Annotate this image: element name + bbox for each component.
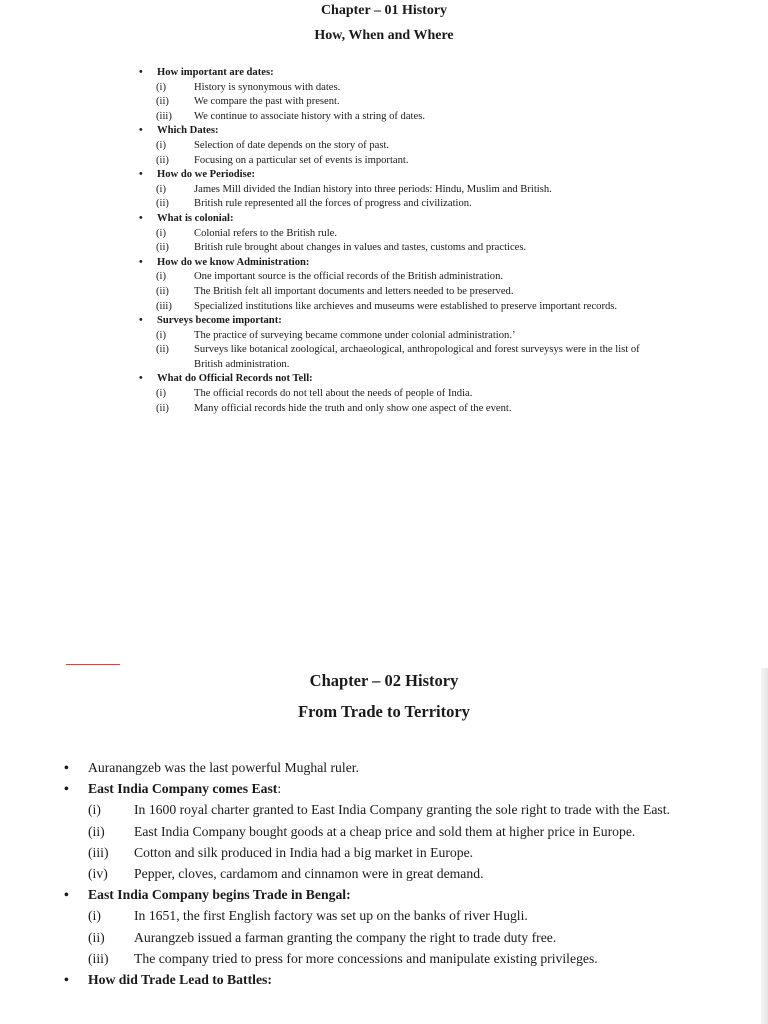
point-text: In 1651, the first English factory was set up on the banks of river Hugli. xyxy=(134,908,528,924)
topic-heading xyxy=(137,314,657,329)
list-item xyxy=(62,927,712,948)
point-number: (i) xyxy=(156,271,166,283)
point-text: The British felt all important documents and letters needed to be preserved. xyxy=(194,285,514,297)
topic-heading xyxy=(137,212,657,227)
point-text: Surveys like botanical zoological, archaeological, anthropological and forest surveysys were in the list of British administration. xyxy=(194,344,640,370)
point-text: Specialized institutions like archieves and museums were established to preserve important records. xyxy=(194,300,618,312)
list-item xyxy=(137,329,657,344)
list-item xyxy=(62,905,712,926)
topic-heading-text: Which Dates: xyxy=(157,125,219,137)
point-number: (i) xyxy=(156,139,166,151)
list-item xyxy=(137,183,657,198)
point-text: One important source is the official records of the British administration. xyxy=(194,271,504,283)
chapter-2-title: Chapter – 02 History xyxy=(309,671,459,690)
point-number: (iii) xyxy=(88,844,109,860)
list-item xyxy=(137,81,657,96)
topic-item xyxy=(137,314,657,372)
intro-bullet: • Auranangzeb was the last powerful Mughal ruler. xyxy=(62,757,712,778)
point-number: (ii) xyxy=(156,96,169,108)
point-text: Colonial refers to the British rule. xyxy=(194,227,337,239)
topic-item xyxy=(137,124,657,168)
topic-heading xyxy=(137,372,657,387)
point-number: (i) xyxy=(88,908,101,924)
point-number: (i) xyxy=(156,183,166,195)
topic-item xyxy=(62,778,712,884)
list-item xyxy=(62,799,712,820)
point-text: Many official records hide the truth and only show one aspect of the event. xyxy=(194,402,512,414)
point-number: (iv) xyxy=(88,866,108,882)
list-item xyxy=(137,154,657,169)
point-number: (iii) xyxy=(156,300,172,312)
topic-heading-text: Surveys become important: xyxy=(157,315,282,327)
topic-heading-text: What do Official Records not Tell: xyxy=(157,373,313,385)
point-text: The company tried to press for more concessions and manipulate existing privileges. xyxy=(134,950,598,966)
chapter-2-topic-list xyxy=(62,757,712,990)
red-mark-line xyxy=(66,664,120,665)
list-item xyxy=(137,285,657,300)
point-number: (i) xyxy=(156,388,166,400)
topic-heading xyxy=(137,66,657,81)
topic-heading-text: How important are dates: xyxy=(157,67,274,78)
point-text: The official records do not tell about the needs of people of India. xyxy=(194,388,473,400)
list-item xyxy=(137,343,657,372)
list-item xyxy=(62,948,712,969)
point-text: In 1600 royal charter granted to East India Company granting the sole right to trade with the East. xyxy=(134,802,670,818)
point-number: (ii) xyxy=(156,198,169,210)
point-text: We continue to associate history with a string of dates. xyxy=(194,110,425,122)
topic-item xyxy=(137,372,657,416)
list-item xyxy=(137,197,657,212)
topic-item xyxy=(62,884,712,969)
list-item xyxy=(137,227,657,242)
topic-heading xyxy=(137,256,657,271)
point-number: (iii) xyxy=(156,110,172,122)
point-number: (i) xyxy=(156,329,166,341)
topic-heading xyxy=(62,778,712,799)
point-text: Pepper, cloves, cardamom and cinnamon were in great demand. xyxy=(134,866,484,882)
topic-item xyxy=(137,66,657,124)
list-item xyxy=(62,842,712,863)
point-number: (ii) xyxy=(156,285,169,297)
topic-item xyxy=(137,256,657,314)
point-text: Selection of date depends on the story of past. xyxy=(194,139,390,151)
topic-heading xyxy=(62,884,712,905)
list-item xyxy=(137,402,657,417)
list-item xyxy=(137,270,657,285)
point-text: Focusing on a particular set of events is important. xyxy=(194,154,409,166)
chapter-1-title: Chapter – 01 History xyxy=(320,3,448,18)
topic-heading xyxy=(137,168,657,183)
topic-heading-text: How do we Periodise: xyxy=(157,169,255,181)
list-item xyxy=(137,241,657,256)
point-text: We compare the past with present. xyxy=(194,96,340,108)
topic-item xyxy=(137,212,657,256)
point-number: (i) xyxy=(156,81,166,93)
list-item xyxy=(62,821,712,842)
point-text: British rule brought about changes in values and tastes, customs and practices. xyxy=(194,242,527,254)
topic-heading-text: East India Company begins Trade in Bengal: xyxy=(88,887,351,903)
list-item xyxy=(137,139,657,154)
list-item xyxy=(137,387,657,402)
point-number: (ii) xyxy=(88,929,105,945)
point-number: (ii) xyxy=(156,154,169,166)
point-text: British rule represented all the forces of progress and civilization. xyxy=(194,198,472,210)
topic-heading xyxy=(137,124,657,139)
topic-heading-text: East India Company comes East xyxy=(88,781,278,797)
topic-heading-text: How do we know Administration: xyxy=(157,256,310,268)
list-item xyxy=(62,863,712,884)
point-text: James Mill divided the Indian history into three periods: Hindu, Muslim and British. xyxy=(194,183,552,195)
topic-heading-text: What is colonial: xyxy=(157,212,234,224)
point-text: The practice of surveying became commone under colonial administration.’ xyxy=(194,329,516,341)
chapter-2-subtitle: From Trade to Territory xyxy=(298,702,470,721)
point-number: (ii) xyxy=(156,344,169,356)
point-number: (ii) xyxy=(156,402,169,414)
point-text: Aurangzeb issued a farman granting the company the right to trade duty free. xyxy=(134,929,557,945)
list-item xyxy=(137,300,657,315)
point-number: (ii) xyxy=(88,823,105,839)
point-number: (ii) xyxy=(156,242,169,254)
topic-heading-text: How did Trade Lead to Battles: xyxy=(88,972,272,988)
list-item xyxy=(137,95,657,110)
chapter-1-subtitle: How, When and Where xyxy=(314,28,454,43)
topic-heading-suffix: : xyxy=(277,781,282,797)
point-number: (i) xyxy=(156,227,166,239)
topic-item xyxy=(137,168,657,212)
point-number: (iii) xyxy=(88,950,109,966)
topic-heading xyxy=(62,969,712,990)
point-text: East India Company bought goods at a cheap price and sold them at higher price in Europe. xyxy=(134,823,636,839)
point-text: History is synonymous with dates. xyxy=(194,81,341,93)
topic-item xyxy=(62,969,712,990)
chapter-1-topic-list xyxy=(137,66,657,416)
point-text: Cotton and silk produced in India had a big market in Europe. xyxy=(134,844,474,860)
point-number: (i) xyxy=(88,802,101,818)
list-item xyxy=(137,110,657,125)
